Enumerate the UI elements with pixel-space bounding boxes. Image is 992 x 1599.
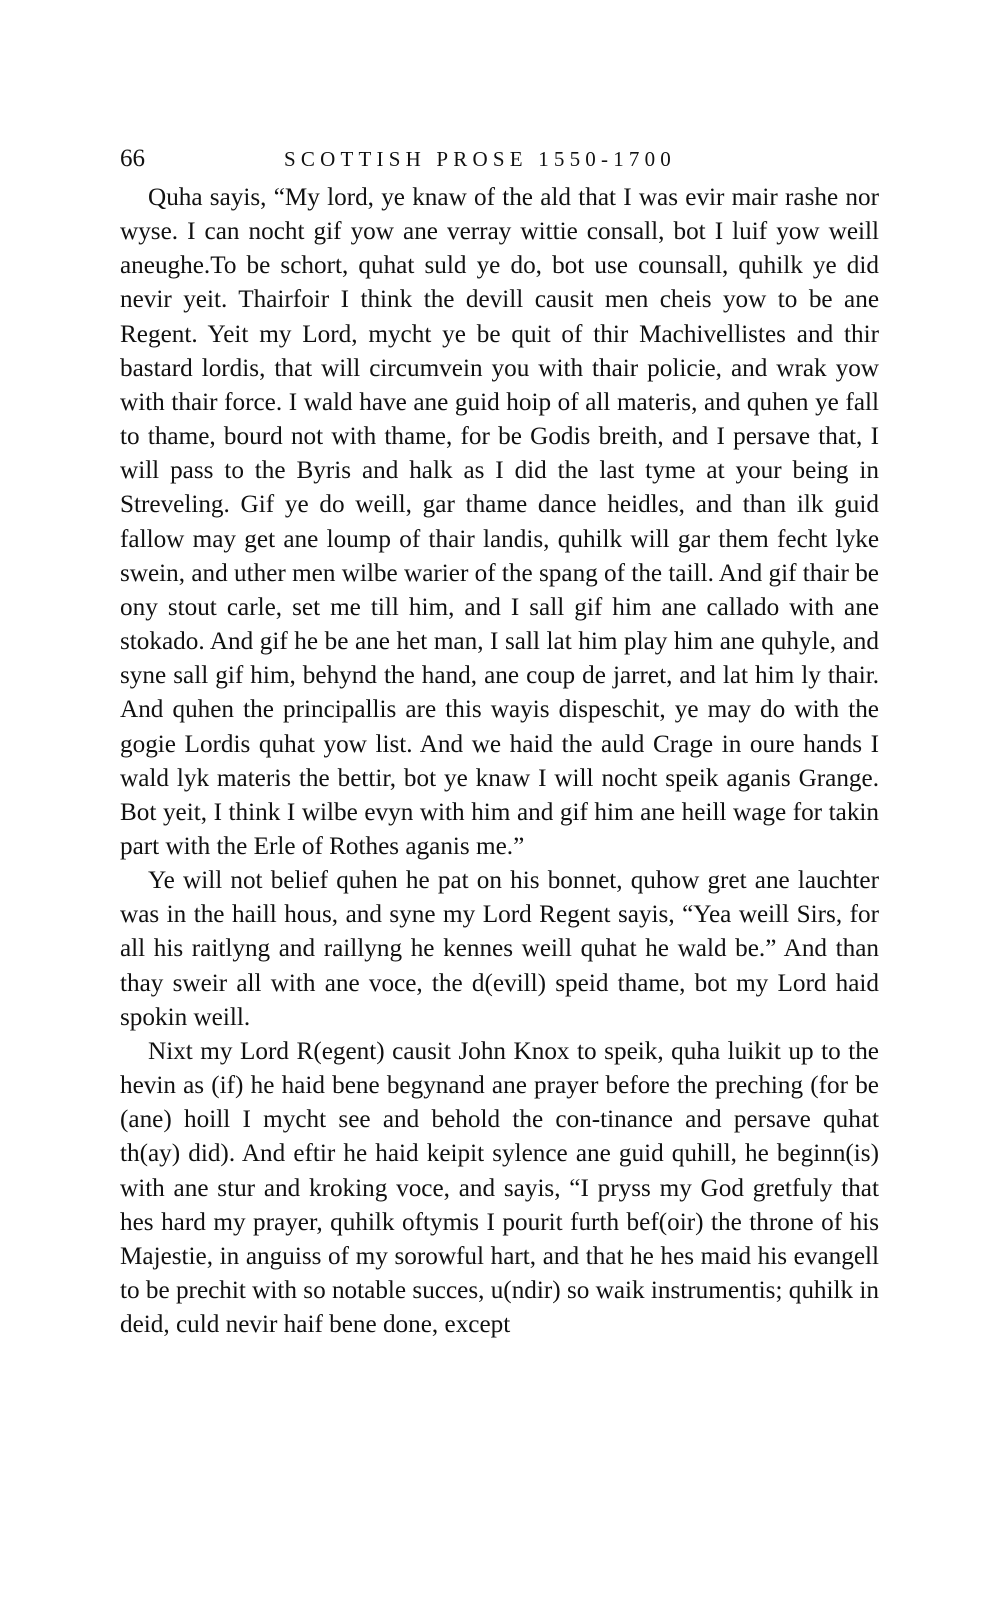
paragraph: Nixt my Lord R(egent) causit John Knox to speik, quha luikit up to the hevin as (if) he haid bene begynand ane prayer before the preching (for be (ane) hoill I mycht see and behold the con-tinance and persave quhat th(ay) did). And eftir he haid keipit sylence ane guid quhill, he beginn(is) with ane stur and kroking voce, and sayis, “I pryss my God gretfuly that hes hard my prayer, quhilk oftymis I pourit furth bef(oir) the throne of his Majestie, in anguiss of my sorowful hart, and that he hes maid his evangell to be prechit with so notable succes, u(ndir) so waik instrumentis; quhilk in deid, culd nevir haif bene done, except bbox=[120, 1037, 879, 1339]
paragraph: Quha sayis, “My lord, ye knaw of the ald that I was evir mair rashe nor wyse. I can nocht gif yow ane verray wittie consall, bot I luif yow weill aneughe.To be schort, quhat suld ye do, bot use counsall, quhilk ye did nevir yeit. Thairfoir I think the devill causit men cheis yow to be ane Regent. Yeit my Lord, mycht ye be quit of thir Machivellistes and thir bastard lordis, that will circumvein you with thair policie, and wrak yow with thair force. I wald have ane guid hoip of all materis, and quhen ye fall to thame, bourd not with thame, for be Godis breith, and I persave that, I will pass to the Byris and halk as I did the last tyme at your being in Streveling. Gif ye do weill, gar thame dance heidles, and than ilk guid fallow may get ane loump of thair landis, quhilk will gar them fecht lyke swein, and uther men wilbe warier of the spang of the taill. And gif thair be ony stout carle, set me till him, and I sall gif him ane callado with ane stokado. And gif he be ane het man, I sall lat him play him ane quhyle, and syne sall gif him, behynd the hand, ane coup de jarret, and lat him ly thair. And quhen the principallis are this wayis dispeschit, ye may do with the gogie Lordis quhat yow list. And we haid the auld Crage in oure hands I wald lyk materis the bettir, bot ye knaw I will nocht speik aganis Grange. Bot yeit, I think I wilbe evyn with him and gif him ane heill wage for takin part with the Erle of Rothes aganis me.” bbox=[120, 184, 879, 860]
running-title: SCOTTISH PROSE 1550-1700 bbox=[284, 147, 676, 171]
page-number: 66 bbox=[120, 145, 145, 172]
running-head bbox=[120, 143, 880, 175]
paragraph: Ye will not belief quhen he pat on his bonnet, quhow gret ane lauchter was in the haill hous, and syne my Lord Regent sayis, “Yea weill Sirs, for all his raitlyng and raillyng he kennes weill quhat he wald be.” And than thay sweir all with ane voce, the d(evill) speid thame, bot my Lord haid spokin weill. bbox=[120, 867, 879, 1031]
body-text bbox=[120, 181, 879, 1342]
